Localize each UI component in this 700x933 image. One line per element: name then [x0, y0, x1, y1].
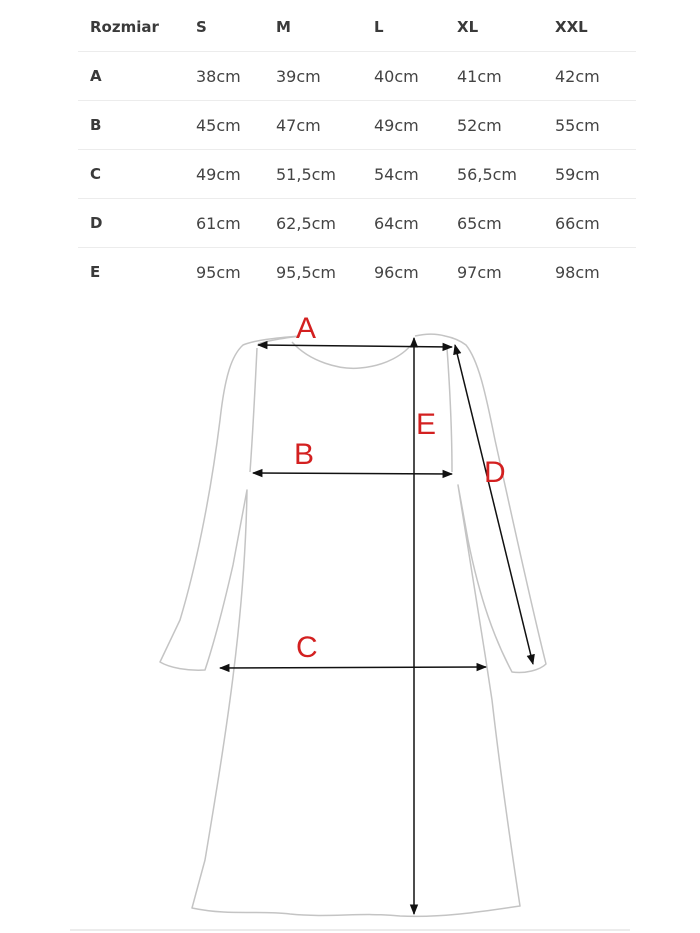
table-row [78, 150, 636, 199]
table-cell: 95,5cm [276, 262, 337, 282]
table-row [78, 101, 636, 150]
table-cell: 96cm [374, 262, 419, 282]
table-cell: 56,5cm [457, 150, 555, 199]
header-size-m: M [276, 3, 374, 52]
dress-measurement-diagram [0, 300, 700, 933]
table-cell: 45cm [196, 101, 276, 150]
table-cell: 39cm [276, 52, 374, 101]
table-cell: 98cm [555, 262, 600, 282]
label-c: C [296, 631, 318, 664]
table-row [78, 52, 636, 101]
table-row [78, 199, 636, 248]
header-rozmiar: Rozmiar [78, 3, 196, 52]
table-cell: 52cm [457, 101, 555, 150]
dress-right-side [447, 348, 452, 472]
table-cell: 59cm [555, 150, 636, 199]
dress-outline [160, 334, 546, 916]
table-cell: 54cm [374, 150, 457, 199]
table-cell: 51,5cm [276, 150, 374, 199]
table-cell: 41cm [457, 52, 555, 101]
dress-left-side [250, 348, 257, 472]
size-table [78, 3, 636, 296]
arrow-c [220, 667, 486, 668]
label-b: B [294, 438, 315, 471]
label-a: A [296, 312, 317, 345]
table-cell: 61cm [196, 199, 276, 248]
dress-silhouette [160, 334, 546, 916]
arrow-d [455, 345, 533, 664]
table-cell: 65cm [457, 199, 555, 248]
table-cell: 38cm [196, 52, 276, 101]
label-d: D [484, 456, 506, 489]
table-cell: 49cm [374, 101, 457, 150]
row-label-a: A [78, 52, 196, 101]
measurement-arrows [220, 338, 533, 914]
table-cell: 62,5cm [276, 199, 374, 248]
table-header-row [78, 3, 636, 52]
row-label-e: E [90, 263, 101, 281]
header-size-l: L [374, 3, 457, 52]
table-cell: 49cm [196, 150, 276, 199]
header-size-s: S [196, 3, 276, 52]
table-cell: 47cm [276, 101, 374, 150]
table-row [78, 248, 636, 297]
arrow-b [253, 473, 452, 474]
label-e: E [416, 408, 437, 441]
table-cell: 40cm [374, 52, 457, 101]
arrow-a [258, 345, 452, 347]
table-cell: 97cm [457, 262, 502, 282]
table-cell: 66cm [555, 199, 636, 248]
table-cell: 95cm [196, 262, 241, 282]
row-label-d: D [78, 199, 196, 248]
table-cell: 64cm [374, 199, 457, 248]
table-cell: 42cm [555, 52, 636, 101]
row-label-b: B [78, 101, 196, 150]
table-cell: 55cm [555, 101, 636, 150]
row-label-c: C [78, 150, 196, 199]
header-size-xl: XL [457, 3, 555, 52]
header-size-xxl: XXL [555, 3, 636, 52]
